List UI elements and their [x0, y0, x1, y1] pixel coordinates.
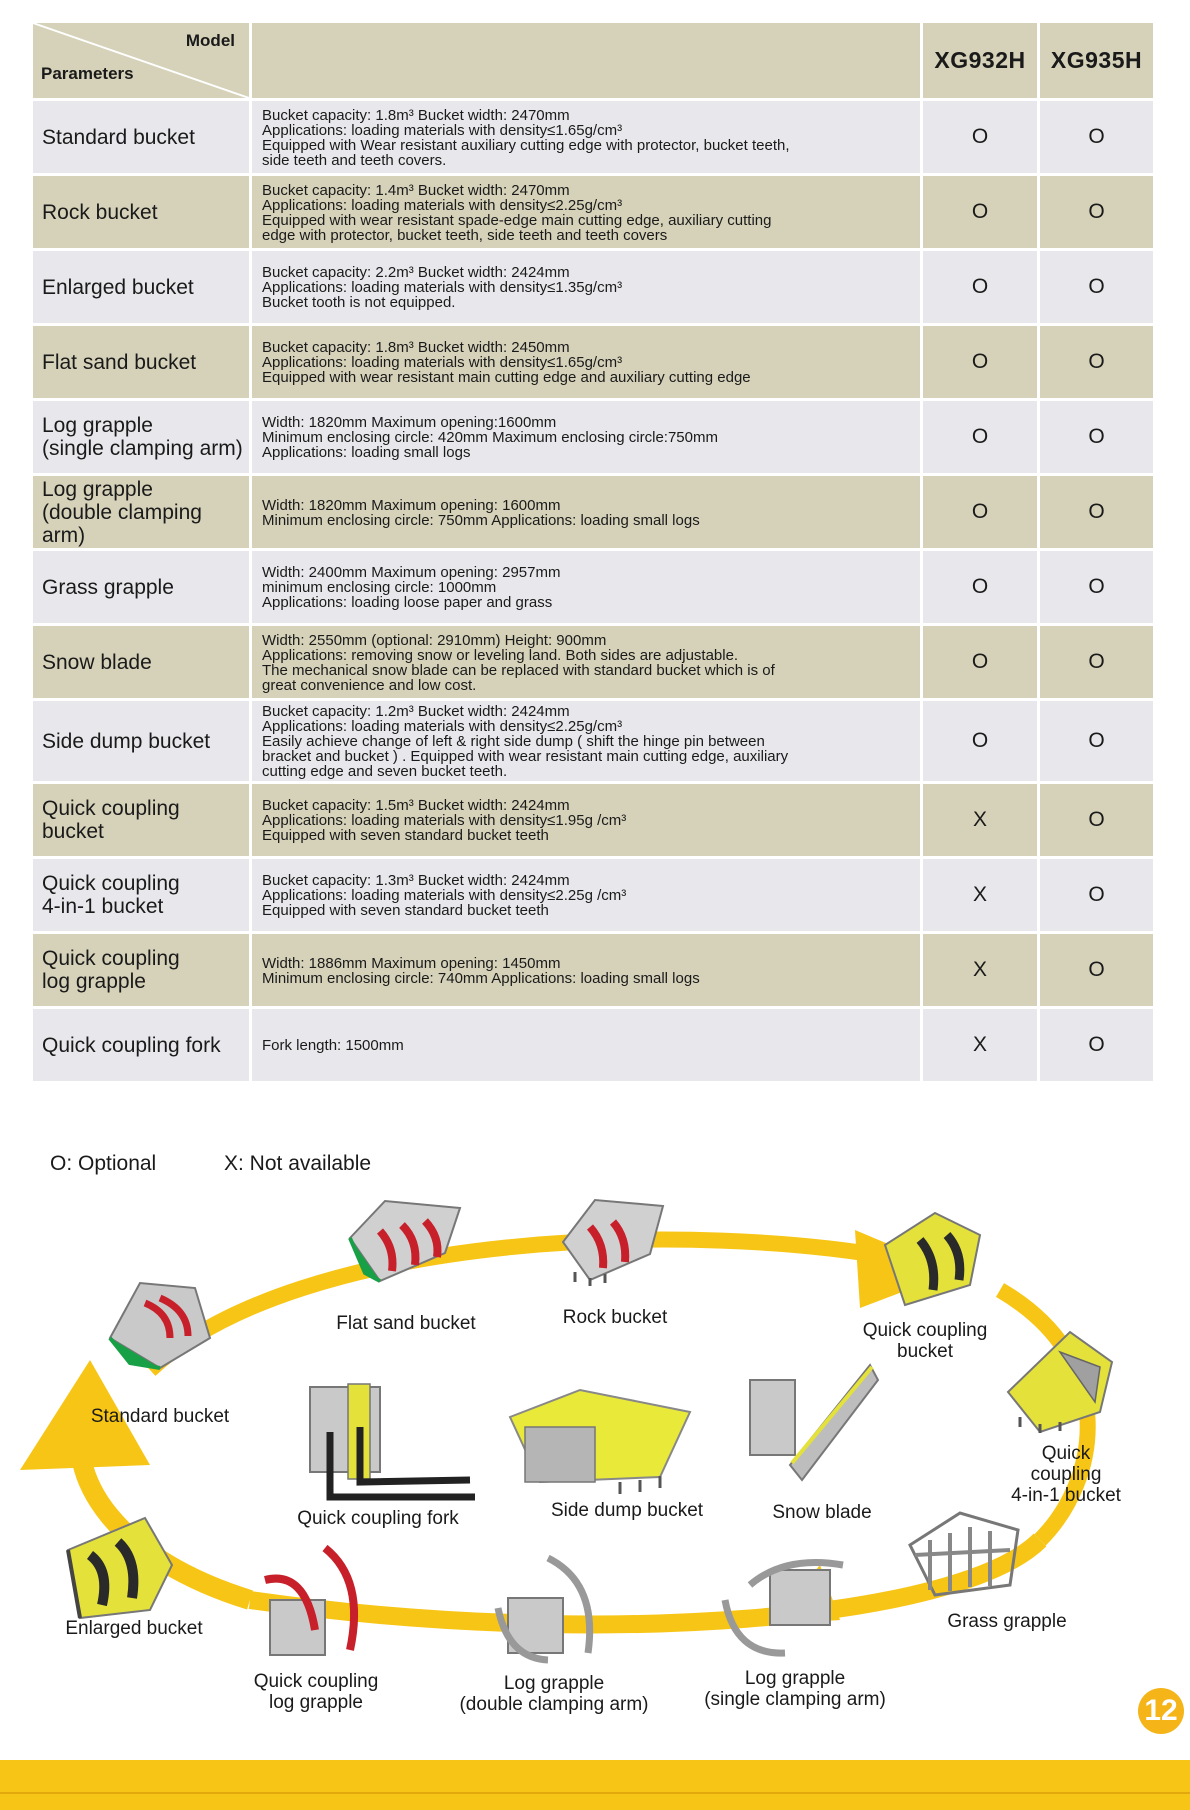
- log-grapple-single-icon: [715, 1545, 850, 1660]
- parameters-label: Parameters: [41, 64, 134, 83]
- side-dump-bucket-icon: [500, 1382, 700, 1502]
- upper-arc: [150, 1240, 905, 1370]
- quick-coupling-4in1-bucket-icon: [1000, 1322, 1120, 1437]
- xg932h-availability: O: [923, 626, 1040, 701]
- xg935h-availability: O: [1040, 626, 1153, 701]
- attachment-description: Width: 2550mm (optional: 2910mm) Height: 900mm Applications: removing snow or leveling land. Both sides are adjustable. The mechanical snow blade can be replaced with standard bucket which is of great convenience and low cost.: [252, 626, 923, 701]
- xg932h-availability: O: [923, 251, 1040, 326]
- table-row: [33, 401, 1153, 476]
- xg932h-availability: X: [923, 784, 1040, 859]
- standard-bucket-icon: [100, 1268, 220, 1378]
- caption-standard-bucket: Standard bucket: [90, 1406, 230, 1427]
- legend-optional: O: Optional: [50, 1152, 157, 1175]
- attachment-description: Bucket capacity: 1.3m³ Bucket width: 2424mm Applications: loading materials with density≤2.25g /cm³ Equipped with seven standard bucket teeth: [252, 859, 923, 934]
- xg935h-availability: O: [1040, 401, 1153, 476]
- xg932h-availability: O: [923, 401, 1040, 476]
- table-row: [33, 176, 1153, 251]
- attachment-spec-table: [33, 23, 1153, 1084]
- attachment-description: Width: 2400mm Maximum opening: 2957mm minimum enclosing circle: 1000mm Applications: loading loose paper and grass: [252, 551, 923, 626]
- quick-coupling-fork-icon: [290, 1372, 480, 1507]
- attachment-name: Flat sand bucket: [33, 326, 252, 401]
- table-row: [33, 101, 1153, 176]
- footer-band: [0, 1760, 1190, 1810]
- spec-body: [33, 101, 1153, 1084]
- caption-flat-sand-bucket: Flat sand bucket: [336, 1313, 476, 1334]
- attachment-description: Width: 1820mm Maximum opening: 1600mm Minimum enclosing circle: 750mm Applications: loading small logs: [252, 476, 923, 551]
- caption-log-grapple-single: Log grapple (single clamping arm): [704, 1668, 886, 1710]
- xg935h-availability: O: [1040, 859, 1153, 934]
- caption-quick-coupling-log-grapple: Quick coupling log grapple: [253, 1671, 379, 1713]
- xg932h-availability: O: [923, 326, 1040, 401]
- table-row: [33, 251, 1153, 326]
- attachment-name: Rock bucket: [33, 176, 252, 251]
- table-row: [33, 551, 1153, 626]
- quick-coupling-log-grapple-icon: [255, 1540, 375, 1665]
- xg935h-availability: O: [1040, 176, 1153, 251]
- rock-bucket-icon: [555, 1192, 670, 1287]
- xg932h-availability: X: [923, 1009, 1040, 1084]
- attachment-description: Width: 1820mm Maximum opening:1600mm Minimum enclosing circle: 420mm Maximum enclosing circle:750mm Applications: loading small logs: [252, 401, 923, 476]
- attachment-description: Bucket capacity: 2.2m³ Bucket width: 2424mm Applications: loading materials with density≤1.35g/cm³ Bucket tooth is not equipped.: [252, 251, 923, 326]
- xg932h-availability: O: [923, 476, 1040, 551]
- attachment-name: Log grapple (double clamping arm): [33, 476, 252, 551]
- table-header-row: [33, 23, 1153, 101]
- xg932h-availability: X: [923, 859, 1040, 934]
- attachment-name: Quick coupling fork: [33, 1009, 252, 1084]
- xg935h-availability: O: [1040, 934, 1153, 1009]
- attachment-name: Standard bucket: [33, 101, 252, 176]
- attachment-description: Bucket capacity: 1.5m³ Bucket width: 2424mm Applications: loading materials with density≤1.95g /cm³ Equipped with seven standard bucket teeth: [252, 784, 923, 859]
- caption-side-dump-bucket: Side dump bucket: [550, 1500, 704, 1521]
- grass-grapple-icon: [900, 1505, 1025, 1600]
- attachment-name: Quick coupling log grapple: [33, 934, 252, 1009]
- table-row: [33, 859, 1153, 934]
- model-parameters-header: [33, 23, 252, 101]
- table-row: [33, 934, 1153, 1009]
- attachment-name: Quick coupling bucket: [33, 784, 252, 859]
- xg935h-availability: O: [1040, 251, 1153, 326]
- xg935h-availability: O: [1040, 1009, 1153, 1084]
- caption-log-grapple-double: Log grapple (double clamping arm): [459, 1673, 649, 1715]
- caption-quick-coupling-bucket: Quick coupling bucket: [862, 1320, 988, 1362]
- xg935h-availability: O: [1040, 326, 1153, 401]
- snow-blade-icon: [740, 1355, 880, 1485]
- log-grapple-double-icon: [488, 1548, 608, 1668]
- attachment-description: Bucket capacity: 1.8m³ Bucket width: 2450mm Applications: loading materials with density≤1.65g/cm³ Equipped with wear resistant main cutting edge and auxiliary cutting edge: [252, 326, 923, 401]
- attachment-description: Width: 1886mm Maximum opening: 1450mm Minimum enclosing circle: 740mm Applications: loading small logs: [252, 934, 923, 1009]
- xg935h-availability: O: [1040, 784, 1153, 859]
- caption-quick-coupling-4in1-bucket: Quick coupling 4-in-1 bucket: [1011, 1443, 1121, 1506]
- attachment-name: Enlarged bucket: [33, 251, 252, 326]
- attachment-description: Bucket capacity: 1.8m³ Bucket width: 2470mm Applications: loading materials with density≤1.65g/cm³ Equipped with Wear resistant auxiliary cutting edge with protector, bucket teeth, side teeth and teeth covers.: [252, 101, 923, 176]
- xg935h-availability: O: [1040, 551, 1153, 626]
- xg932h-availability: O: [923, 176, 1040, 251]
- table-row: [33, 1009, 1153, 1084]
- attachment-name: Snow blade: [33, 626, 252, 701]
- page-number-badge: 12: [1138, 1688, 1184, 1734]
- caption-rock-bucket: Rock bucket: [562, 1307, 668, 1328]
- model-xg935h-header: XG935H: [1040, 23, 1153, 101]
- table-row: [33, 701, 1153, 784]
- xg935h-availability: O: [1040, 101, 1153, 176]
- xg935h-availability: O: [1040, 701, 1153, 784]
- enlarged-bucket-icon: [60, 1510, 180, 1625]
- attachment-description: Bucket capacity: 1.4m³ Bucket width: 2470mm Applications: loading materials with density≤2.25g/cm³ Equipped with wear resistant spade-edge main cutting edge, auxiliary cutting edge with protector, bucket teeth, side teeth and teeth covers: [252, 176, 923, 251]
- table-row: [33, 784, 1153, 859]
- description-header: [252, 23, 923, 101]
- footer-line: [0, 1792, 1190, 1794]
- attachment-name: Grass grapple: [33, 551, 252, 626]
- attachment-name: Log grapple (single clamping arm): [33, 401, 252, 476]
- attachment-name: Side dump bucket: [33, 701, 252, 784]
- xg932h-availability: O: [923, 101, 1040, 176]
- table-row: [33, 626, 1153, 701]
- caption-snow-blade: Snow blade: [772, 1502, 872, 1523]
- quick-coupling-bucket-icon: [875, 1205, 990, 1310]
- attachment-description: Bucket capacity: 1.2m³ Bucket width: 2424mm Applications: loading materials with density≤2.25g/cm³ Easily achieve change of left & right side dump ( shift the hinge pin between bracket and bucket ) . Equipped with wear resistant main cutting edge, auxiliary cutting edge and seven bucket teeth.: [252, 701, 923, 784]
- model-xg932h-header: XG932H: [923, 23, 1040, 101]
- flat-sand-bucket-icon: [340, 1193, 470, 1288]
- xg932h-availability: O: [923, 701, 1040, 784]
- xg935h-availability: O: [1040, 476, 1153, 551]
- caption-grass-grapple: Grass grapple: [947, 1611, 1067, 1632]
- table-row: [33, 476, 1153, 551]
- caption-enlarged-bucket: Enlarged bucket: [65, 1618, 203, 1639]
- caption-quick-coupling-fork: Quick coupling fork: [297, 1508, 459, 1529]
- attachment-name: Quick coupling 4-in-1 bucket: [33, 859, 252, 934]
- model-label: Model: [185, 31, 235, 50]
- legend-not-available: X: Not available: [224, 1152, 372, 1175]
- xg932h-availability: X: [923, 934, 1040, 1009]
- xg932h-availability: O: [923, 551, 1040, 626]
- table-row: [33, 326, 1153, 401]
- attachment-description: Fork length: 1500mm: [252, 1009, 923, 1084]
